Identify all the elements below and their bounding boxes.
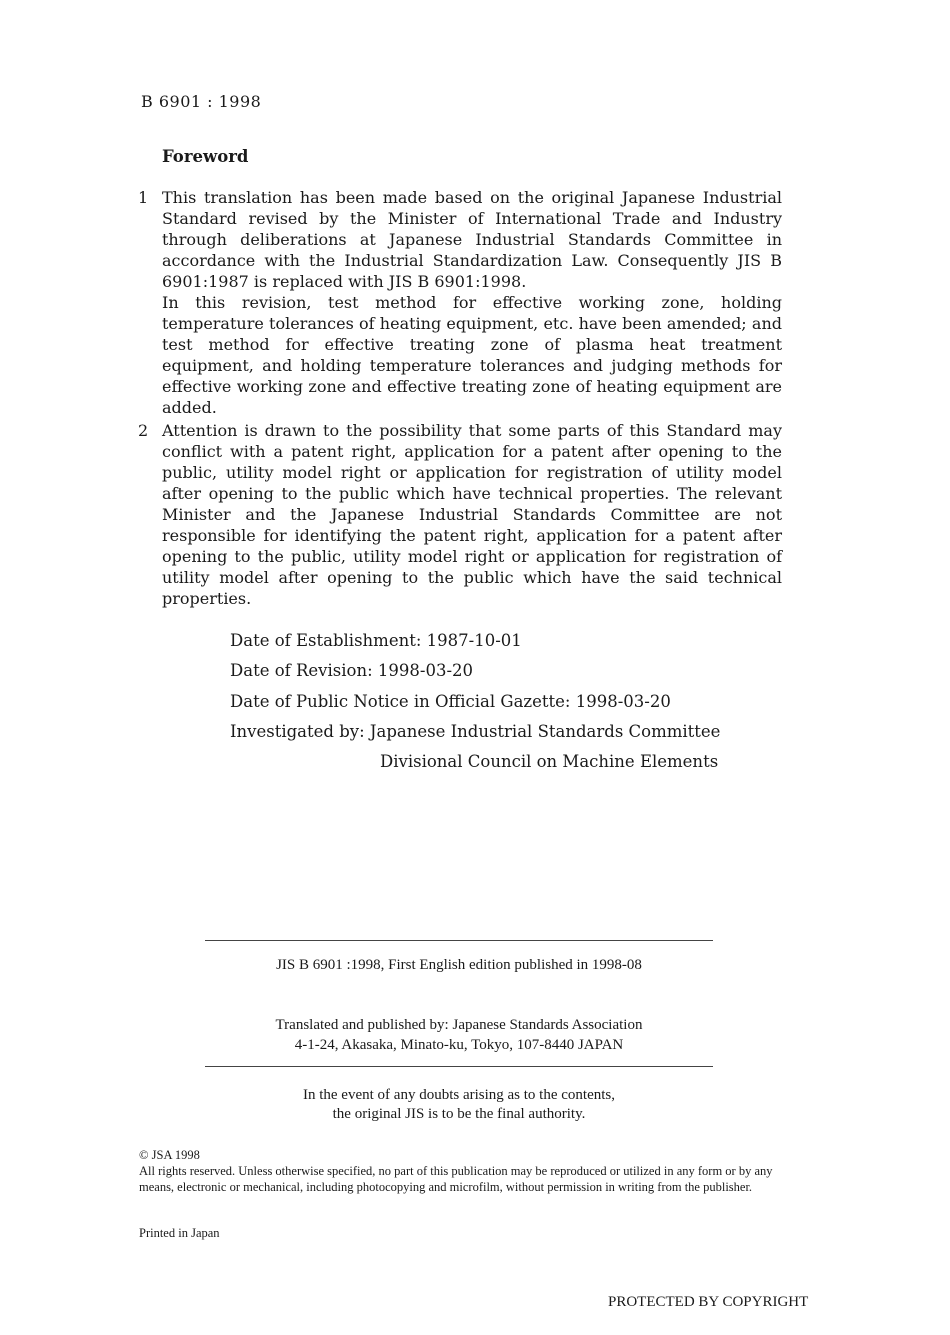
document-code: B 6901 : 1998 [141,92,262,111]
foreword-item-2 [138,420,782,609]
foreword-heading: Foreword [162,147,249,166]
protected-by-copyright: PROTECTED BY COPYRIGHT [608,1294,809,1310]
date-of-public-notice: Date of Public Notice in Official Gazette: 1998-03-20 [230,691,671,711]
item-paragraph: This translation has been made based on the original Japanese Industrial Standard revised by the Minister of International Trade and Industry through deliberations at Japanese Industrial Standards Committee in accordance with the Industrial Standardization Law. Consequently JIS B 6901:1987 is replaced with JIS B 6901:1998. [162,188,782,291]
dates-block [230,629,720,780]
divider-top [205,940,713,941]
item-paragraph: In this revision, test method for effective working zone, holding temperature tolerances of heating equipment, etc. have been amended; and test method for effective treating zone of plasma heat treatment equipment, and holding temperature tolerances and judging methods for effective working zone and effective treating zone of heating equipment are added. [162,293,782,417]
item-number: 2 [138,421,149,440]
publisher-address: 4-1-24, Akasaka, Minato-ku, Tokyo, 107-8440 JAPAN [294,1037,624,1053]
investigating-council: Divisional Council on Machine Elements [380,752,719,772]
item-number: 1 [138,188,149,207]
item-paragraph: Attention is drawn to the possibility that some parts of this Standard may conflict with a patent right, application for a patent after opening to the public, utility model right or application for registration of utility model after opening to the public which have technical properties. The relevant Minister and the Japanese Industrial Standards Committee are not responsible for identifying the patent right, application for a patent after opening to the public, utility model right or application for registration of utility model after opening to the public which have the said technical properties. [162,421,782,608]
authority-line-2: the original JIS is to be the final authority. [332,1106,586,1122]
authority-line-1: In the event of any doubts arising as to the contents, [302,1087,615,1103]
publisher-line: Translated and published by: Japanese Standards Association [275,1017,643,1033]
investigated-by: Investigated by: Japanese Industrial Standards Committee [230,721,721,741]
rights-statement: All rights reserved. Unless otherwise specified, no part of this publication may be reproduced or utilized in any form or by any means, electronic or mechanical, including photocopying and microfilm, without permission in writing from the publisher. [139,1164,773,1194]
date-of-revision: Date of Revision: 1998-03-20 [230,661,474,681]
date-of-establishment: Date of Establishment: 1987-10-01 [230,631,522,650]
copyright-notice: © JSA 1998 [139,1148,200,1162]
printed-in: Printed in Japan [139,1226,220,1240]
edition-line: JIS B 6901 :1998, First English edition published in 1998-08 [276,957,642,973]
divider-bottom [205,1066,713,1067]
foreword-item-1 [138,187,782,418]
